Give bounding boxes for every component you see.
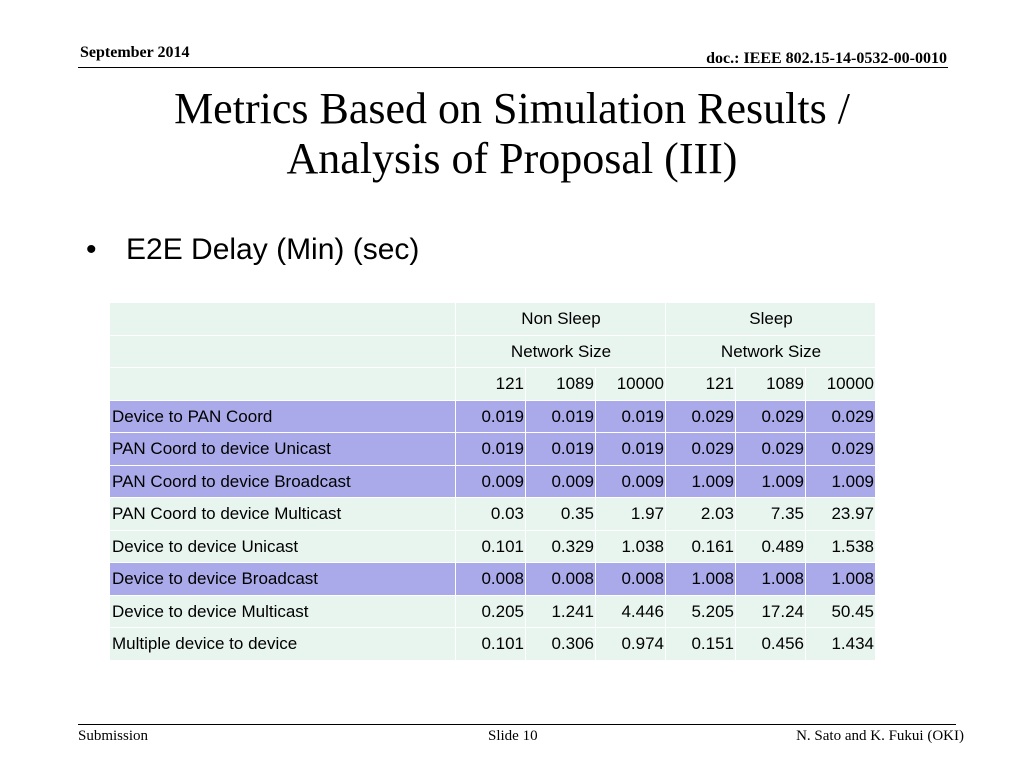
title-line-2: Analysis of Proposal (III) bbox=[286, 134, 738, 183]
delay-value-cell: 1.009 bbox=[806, 465, 876, 498]
header-divider bbox=[78, 67, 948, 68]
delay-value-cell: 0.161 bbox=[666, 530, 736, 563]
delay-value-cell: 0.329 bbox=[526, 530, 596, 563]
delay-value-cell: 1.038 bbox=[596, 530, 666, 563]
table-row bbox=[110, 400, 876, 433]
delay-value-cell: 1.241 bbox=[526, 595, 596, 628]
title-line-1: Metrics Based on Simulation Results / bbox=[174, 84, 850, 133]
delay-value-cell: 0.35 bbox=[526, 498, 596, 531]
delay-value-cell: 0.008 bbox=[596, 563, 666, 596]
row-label: Device to device Unicast bbox=[110, 530, 456, 563]
delay-value-cell: 50.45 bbox=[806, 595, 876, 628]
results-table bbox=[109, 302, 876, 661]
table-row bbox=[110, 595, 876, 628]
header-date: September 2014 bbox=[80, 44, 190, 61]
results-table-container bbox=[109, 302, 876, 661]
delay-value-cell: 0.029 bbox=[806, 400, 876, 433]
delay-value-cell: 0.009 bbox=[456, 465, 526, 498]
delay-value-cell: 1.008 bbox=[666, 563, 736, 596]
bullet-item bbox=[86, 230, 419, 270]
table-header-row-group bbox=[110, 303, 876, 336]
delay-value-cell: 0.029 bbox=[806, 433, 876, 466]
delay-value-cell: 0.008 bbox=[456, 563, 526, 596]
table-row bbox=[110, 563, 876, 596]
row-label: PAN Coord to device Multicast bbox=[110, 498, 456, 531]
row-label: PAN Coord to device Unicast bbox=[110, 433, 456, 466]
header-sleep: Sleep bbox=[666, 303, 876, 336]
table-row bbox=[110, 628, 876, 661]
delay-value-cell: 1.97 bbox=[596, 498, 666, 531]
footer-authors: N. Sato and K. Fukui (OKI) bbox=[796, 728, 964, 744]
delay-value-cell: 0.019 bbox=[596, 400, 666, 433]
delay-value-cell: 0.205 bbox=[456, 595, 526, 628]
delay-value-cell: 2.03 bbox=[666, 498, 736, 531]
delay-value-cell: 0.029 bbox=[666, 433, 736, 466]
results-table-body bbox=[110, 303, 876, 661]
header-size: 121 bbox=[456, 368, 526, 401]
table-row bbox=[110, 498, 876, 531]
delay-value-cell: 0.009 bbox=[596, 465, 666, 498]
row-label: PAN Coord to device Broadcast bbox=[110, 465, 456, 498]
footer-slide-number: Slide 10 bbox=[488, 728, 538, 744]
footer-submission: Submission bbox=[78, 728, 149, 744]
header-size: 1089 bbox=[526, 368, 596, 401]
header-non-sleep: Non Sleep bbox=[456, 303, 666, 336]
delay-value-cell: 0.029 bbox=[666, 400, 736, 433]
bullet-text: E2E Delay (Min) (sec) bbox=[126, 233, 420, 266]
row-label: Device to PAN Coord bbox=[110, 400, 456, 433]
delay-value-cell: 1.008 bbox=[806, 563, 876, 596]
delay-value-cell: 5.205 bbox=[666, 595, 736, 628]
delay-value-cell: 1.008 bbox=[736, 563, 806, 596]
header-size: 10000 bbox=[596, 368, 666, 401]
delay-value-cell: 0.029 bbox=[736, 400, 806, 433]
delay-value-cell: 7.35 bbox=[736, 498, 806, 531]
table-row bbox=[110, 530, 876, 563]
header-size: 10000 bbox=[806, 368, 876, 401]
delay-value-cell: 0.009 bbox=[526, 465, 596, 498]
delay-value-cell: 0.03 bbox=[456, 498, 526, 531]
slide-title bbox=[80, 84, 944, 184]
table-corner-cell bbox=[110, 303, 456, 336]
header-size: 121 bbox=[666, 368, 736, 401]
header-network-size: Network Size bbox=[456, 335, 666, 368]
row-label: Device to device Multicast bbox=[110, 595, 456, 628]
delay-value-cell: 1.009 bbox=[736, 465, 806, 498]
table-row bbox=[110, 433, 876, 466]
header-network-size: Network Size bbox=[666, 335, 876, 368]
delay-value-cell: 0.101 bbox=[456, 628, 526, 661]
table-corner-cell bbox=[110, 335, 456, 368]
delay-value-cell: 0.008 bbox=[526, 563, 596, 596]
delay-value-cell: 0.306 bbox=[526, 628, 596, 661]
delay-value-cell: 0.029 bbox=[736, 433, 806, 466]
header-doc-id: doc.: IEEE 802.15-14-0532-00-0010 bbox=[706, 50, 947, 67]
delay-value-cell: 0.101 bbox=[456, 530, 526, 563]
delay-value-cell: 1.434 bbox=[806, 628, 876, 661]
delay-value-cell: 17.24 bbox=[736, 595, 806, 628]
delay-value-cell: 0.019 bbox=[596, 433, 666, 466]
delay-value-cell: 0.019 bbox=[456, 400, 526, 433]
row-label: Device to device Broadcast bbox=[110, 563, 456, 596]
delay-value-cell: 4.446 bbox=[596, 595, 666, 628]
bullet-dot-icon: • bbox=[86, 233, 97, 266]
delay-value-cell: 23.97 bbox=[806, 498, 876, 531]
table-header-row-sizes bbox=[110, 368, 876, 401]
delay-value-cell: 1.009 bbox=[666, 465, 736, 498]
delay-value-cell: 0.974 bbox=[596, 628, 666, 661]
delay-value-cell: 1.538 bbox=[806, 530, 876, 563]
delay-value-cell: 0.489 bbox=[736, 530, 806, 563]
footer-divider bbox=[78, 724, 956, 725]
row-label: Multiple device to device bbox=[110, 628, 456, 661]
table-corner-cell bbox=[110, 368, 456, 401]
header-size: 1089 bbox=[736, 368, 806, 401]
delay-value-cell: 0.019 bbox=[526, 400, 596, 433]
delay-value-cell: 0.019 bbox=[526, 433, 596, 466]
delay-value-cell: 0.456 bbox=[736, 628, 806, 661]
table-row bbox=[110, 465, 876, 498]
table-header-row-subgroup bbox=[110, 335, 876, 368]
delay-value-cell: 0.019 bbox=[456, 433, 526, 466]
delay-value-cell: 0.151 bbox=[666, 628, 736, 661]
